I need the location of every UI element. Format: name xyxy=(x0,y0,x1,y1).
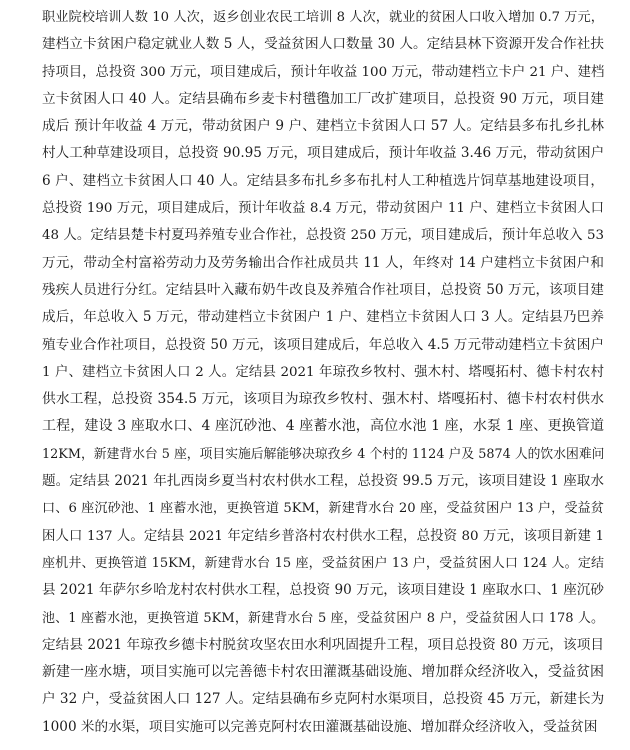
text-line: 定结县 2021 年琼孜乡德卡村脱贫攻坚农田水利巩固提升工程，项目总投资 80 万元，该项目 xyxy=(42,636,604,653)
body-text xyxy=(42,4,604,741)
text-line: 残疾人员进行分红。定结县叶入藏布奶牛改良及养殖合作社项目，总投资 50 万元，该项目建 xyxy=(42,281,604,298)
text-line: 成后 预计年收益 4 万元，带动贫困户 9 户、建档立卡贫困人口 57 人。定结县多布扎乡扎林 xyxy=(42,118,604,135)
text-line: 职业院校培训人数 10 人次，返乡创业农民工培训 8 人次，就业的贫困人口收入增加 0.7 万元， xyxy=(42,10,604,25)
text-line: 新建一座水塘，项目实施可以完善德卡村农田灌溉基础设施、增加群众经济收入，受益贫困 xyxy=(42,664,604,681)
text-line: 县 2021 年萨尔乡哈龙村农村供水工程，总投资 90 万元，该项目建设 1 座取水口、1 座沉砂 xyxy=(42,582,604,599)
text-line: 座机井、更换管道 15KM，新建背水台 15 座，受益贫困户 13 户，受益贫困人口 124 人。定结 xyxy=(42,555,604,571)
text-line: 万元，带动全村富裕劳动力及劳务输出合作社成员共 11 人，年终对 14 户建档立卡贫困户和 xyxy=(42,254,604,271)
text-line: 12KM，新建背水台 5 座，项目实施后解能够决琼孜乡 4 个村的 1124 户及 5874 人的饮水困难问 xyxy=(42,446,604,462)
text-line: 6 户、建档立卡贫困人口 40 人。定结县多布扎乡多布扎村人工种植选片饲草基地建设项目， xyxy=(42,172,604,189)
text-line: 持项目，总投资 300 万元，项目建成后，预计年收益 100 万元，带动建档立卡户 21 户、建档 xyxy=(42,64,604,80)
text-line: 困人口 137 人。定结县 2021 年定结乡普洛村农村供水工程，总投资 80 万元，该项目新建 1 xyxy=(42,528,604,544)
text-line: 题。定结县 2021 年扎西岗乡夏当村农村供水工程，总投资 99.5 万元，该项目建设 1 座取水 xyxy=(42,473,604,490)
text-line: 立卡贫困人口 40 人。定结县确布乡麦卡村氆氇加工厂改扩建项目，总投资 90 万元，项目建 xyxy=(42,90,604,107)
text-line: 建档立卡贫困户稳定就业人数 5 人，受益贫困人口数量 30 人。定结县林下资源开发合作社扶 xyxy=(42,36,604,53)
text-line: 1 户、建档立卡贫困人口 2 人。定结县 2021 年琼孜乡牧村、强木村、塔嘎拓村、德卡村农村 xyxy=(42,364,604,380)
text-line: 供水工程，总投资 354.5 万元，该项目为琼孜乡牧村、强木村、塔嘎拓村、德卡村农村供水 xyxy=(42,391,604,408)
text-line: 成后，年总收入 5 万元，带动建档立卡贫困户 1 户、建档立卡贫困人口 3 人。定结县乃巴养 xyxy=(42,309,604,326)
text-line: 殖专业合作社项目，总投资 50 万元，该项目建成后，年总收入 4.5 万元带动建档立卡贫困户 xyxy=(42,336,604,353)
text-line: 口、6 座沉砂池、1 座蓄水池，更换管道 5KM，新建背水台 20 座，受益贫困户 13 户，受益贫 xyxy=(42,501,604,517)
text-line: 总投资 190 万元，项目建成后，预计年收益 8.4 万元，带动贫困户 11 户、建档立卡贫困人口 xyxy=(42,201,604,217)
text-line: 村人工种草建设项目，总投资 90.95 万元，项目建成后，预计年收益 3.46 万元，带动贫困户 xyxy=(42,145,604,162)
text-line: 户 32 户，受益贫困人口 127 人。定结县确布乡克阿村水渠项目，总投资 45 万元，新建长为 xyxy=(42,691,604,708)
text-line: 池、1 座蓄水池，更换管道 5KM，新建背水台 5 座，受益贫困户 8 户，受益贫困人口 178 人。 xyxy=(42,610,604,626)
text-line: 48 人。定结县楚卡村夏玛养殖专业合作社，总投资 250 万元，项目建成后，预计年总收入 53 xyxy=(42,228,604,244)
text-line: 1000 米的水渠，项目实施可以完善克阿村农田灌溉基础设施、增加群众经济收入，受益贫困 xyxy=(42,718,598,735)
text-line: 工程，建设 3 座取水口、4 座沉砂池、4 座蓄水池，高位水池 1 座，水泵 1 座、更换管道 xyxy=(42,418,604,435)
